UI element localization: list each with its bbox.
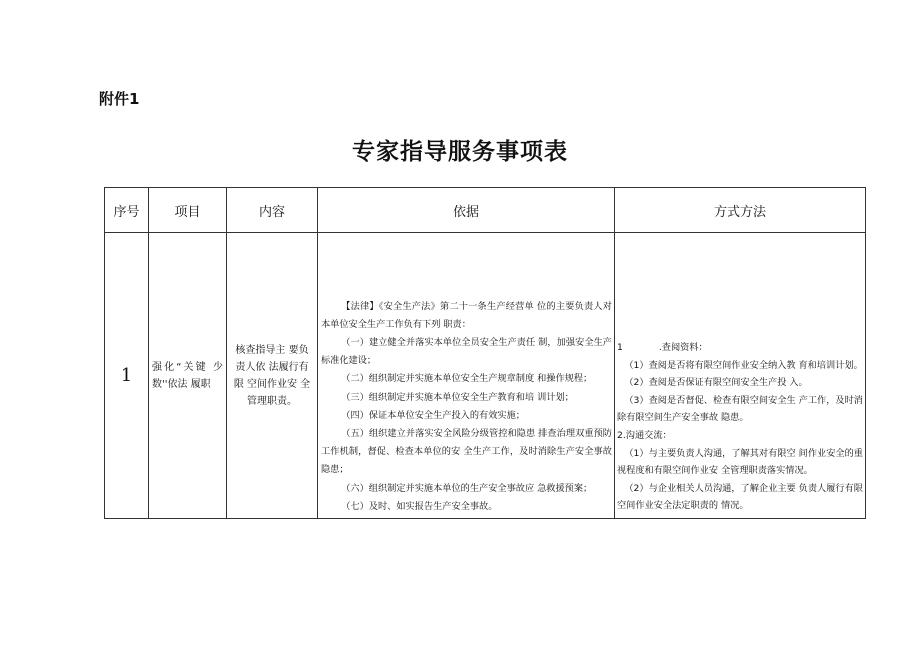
basis-item-1: （一）建立健全并落实本单位全员安全生产责任 制，加强安全生产标准化建设； <box>321 336 612 367</box>
service-items-table <box>104 187 866 519</box>
table-header-row <box>105 188 866 233</box>
method-section-2-item-2: （2）与企业相关人员沟通，了解企业主要 负责人履行有限空间作业安全法定职责的 情况。 <box>617 482 863 512</box>
basis-item-4: （四）保证本单位安全生产投入的有效实施； <box>341 409 525 421</box>
basis-item-3: （三）组织制定并实施本单位安全生产教育和培 训计划； <box>341 391 574 403</box>
method-section-1-item-2: （2）查阅是否保证有限空间安全生产投 入。 <box>624 377 808 389</box>
header-seq: 序号 <box>105 188 149 233</box>
basis-item-7: （七）及时、如实报告生产安全事故。 <box>341 500 498 512</box>
method-section-1-heading <box>617 339 863 357</box>
page-title: 专家指导服务事项表 <box>352 139 568 165</box>
attachment-label: 附件1 <box>99 90 140 108</box>
header-method: 方式方法 <box>615 188 866 233</box>
row-seq: 1 <box>105 233 149 519</box>
method-section-1-number: 1 <box>617 342 623 354</box>
row-basis <box>318 233 615 519</box>
method-section-2-item-1: （1）与主要负责人沟通，了解其对有限空 间作业安全的重视程度和有限空间作业安 全管理职责落实情况。 <box>617 447 863 477</box>
row-item: 强化“关键 少数''依法 履职 <box>149 233 227 519</box>
header-item: 项目 <box>149 188 227 233</box>
basis-intro: 【法律】《安全生产法》第二十一条生产经营单 位的主要负责人对本单位安全生产工作负有下列 职责： <box>321 300 612 330</box>
basis-item-6: （六）组织制定并实施本单位的生产安全事故应 急救援预案； <box>341 482 593 494</box>
row-method <box>615 233 866 519</box>
method-section-1-item-3: （3）查阅是否督促、检查有限空间安全生 产工作，及时消除有限空间生产安全事故 隐患。 <box>617 394 863 424</box>
method-section-1-title: .查阅资料： <box>658 342 708 354</box>
header-content: 内容 <box>227 188 318 233</box>
method-section-1-item-1: （1）查阅是否将有限空间作业安全纳入教 育和培训计划。 <box>624 359 863 371</box>
table-row <box>105 233 866 519</box>
row-content: 核查指导主 要负责人依 法履行有限 空间作业安 全管理职责。 <box>227 233 318 519</box>
header-basis: 依据 <box>318 188 615 233</box>
basis-item-2: （二）组织制定并实施本单位安全生产规章制度 和操作规程； <box>341 373 593 385</box>
method-section-2-title: 2.沟通交流： <box>617 430 672 442</box>
basis-item-5: （五）组织建立并落实安全风险分级管控和隐患 排查治理双重预防工作机制，督促、检查本单位的安 全生产工作，及时消除生产安全事故隐患； <box>321 427 612 476</box>
